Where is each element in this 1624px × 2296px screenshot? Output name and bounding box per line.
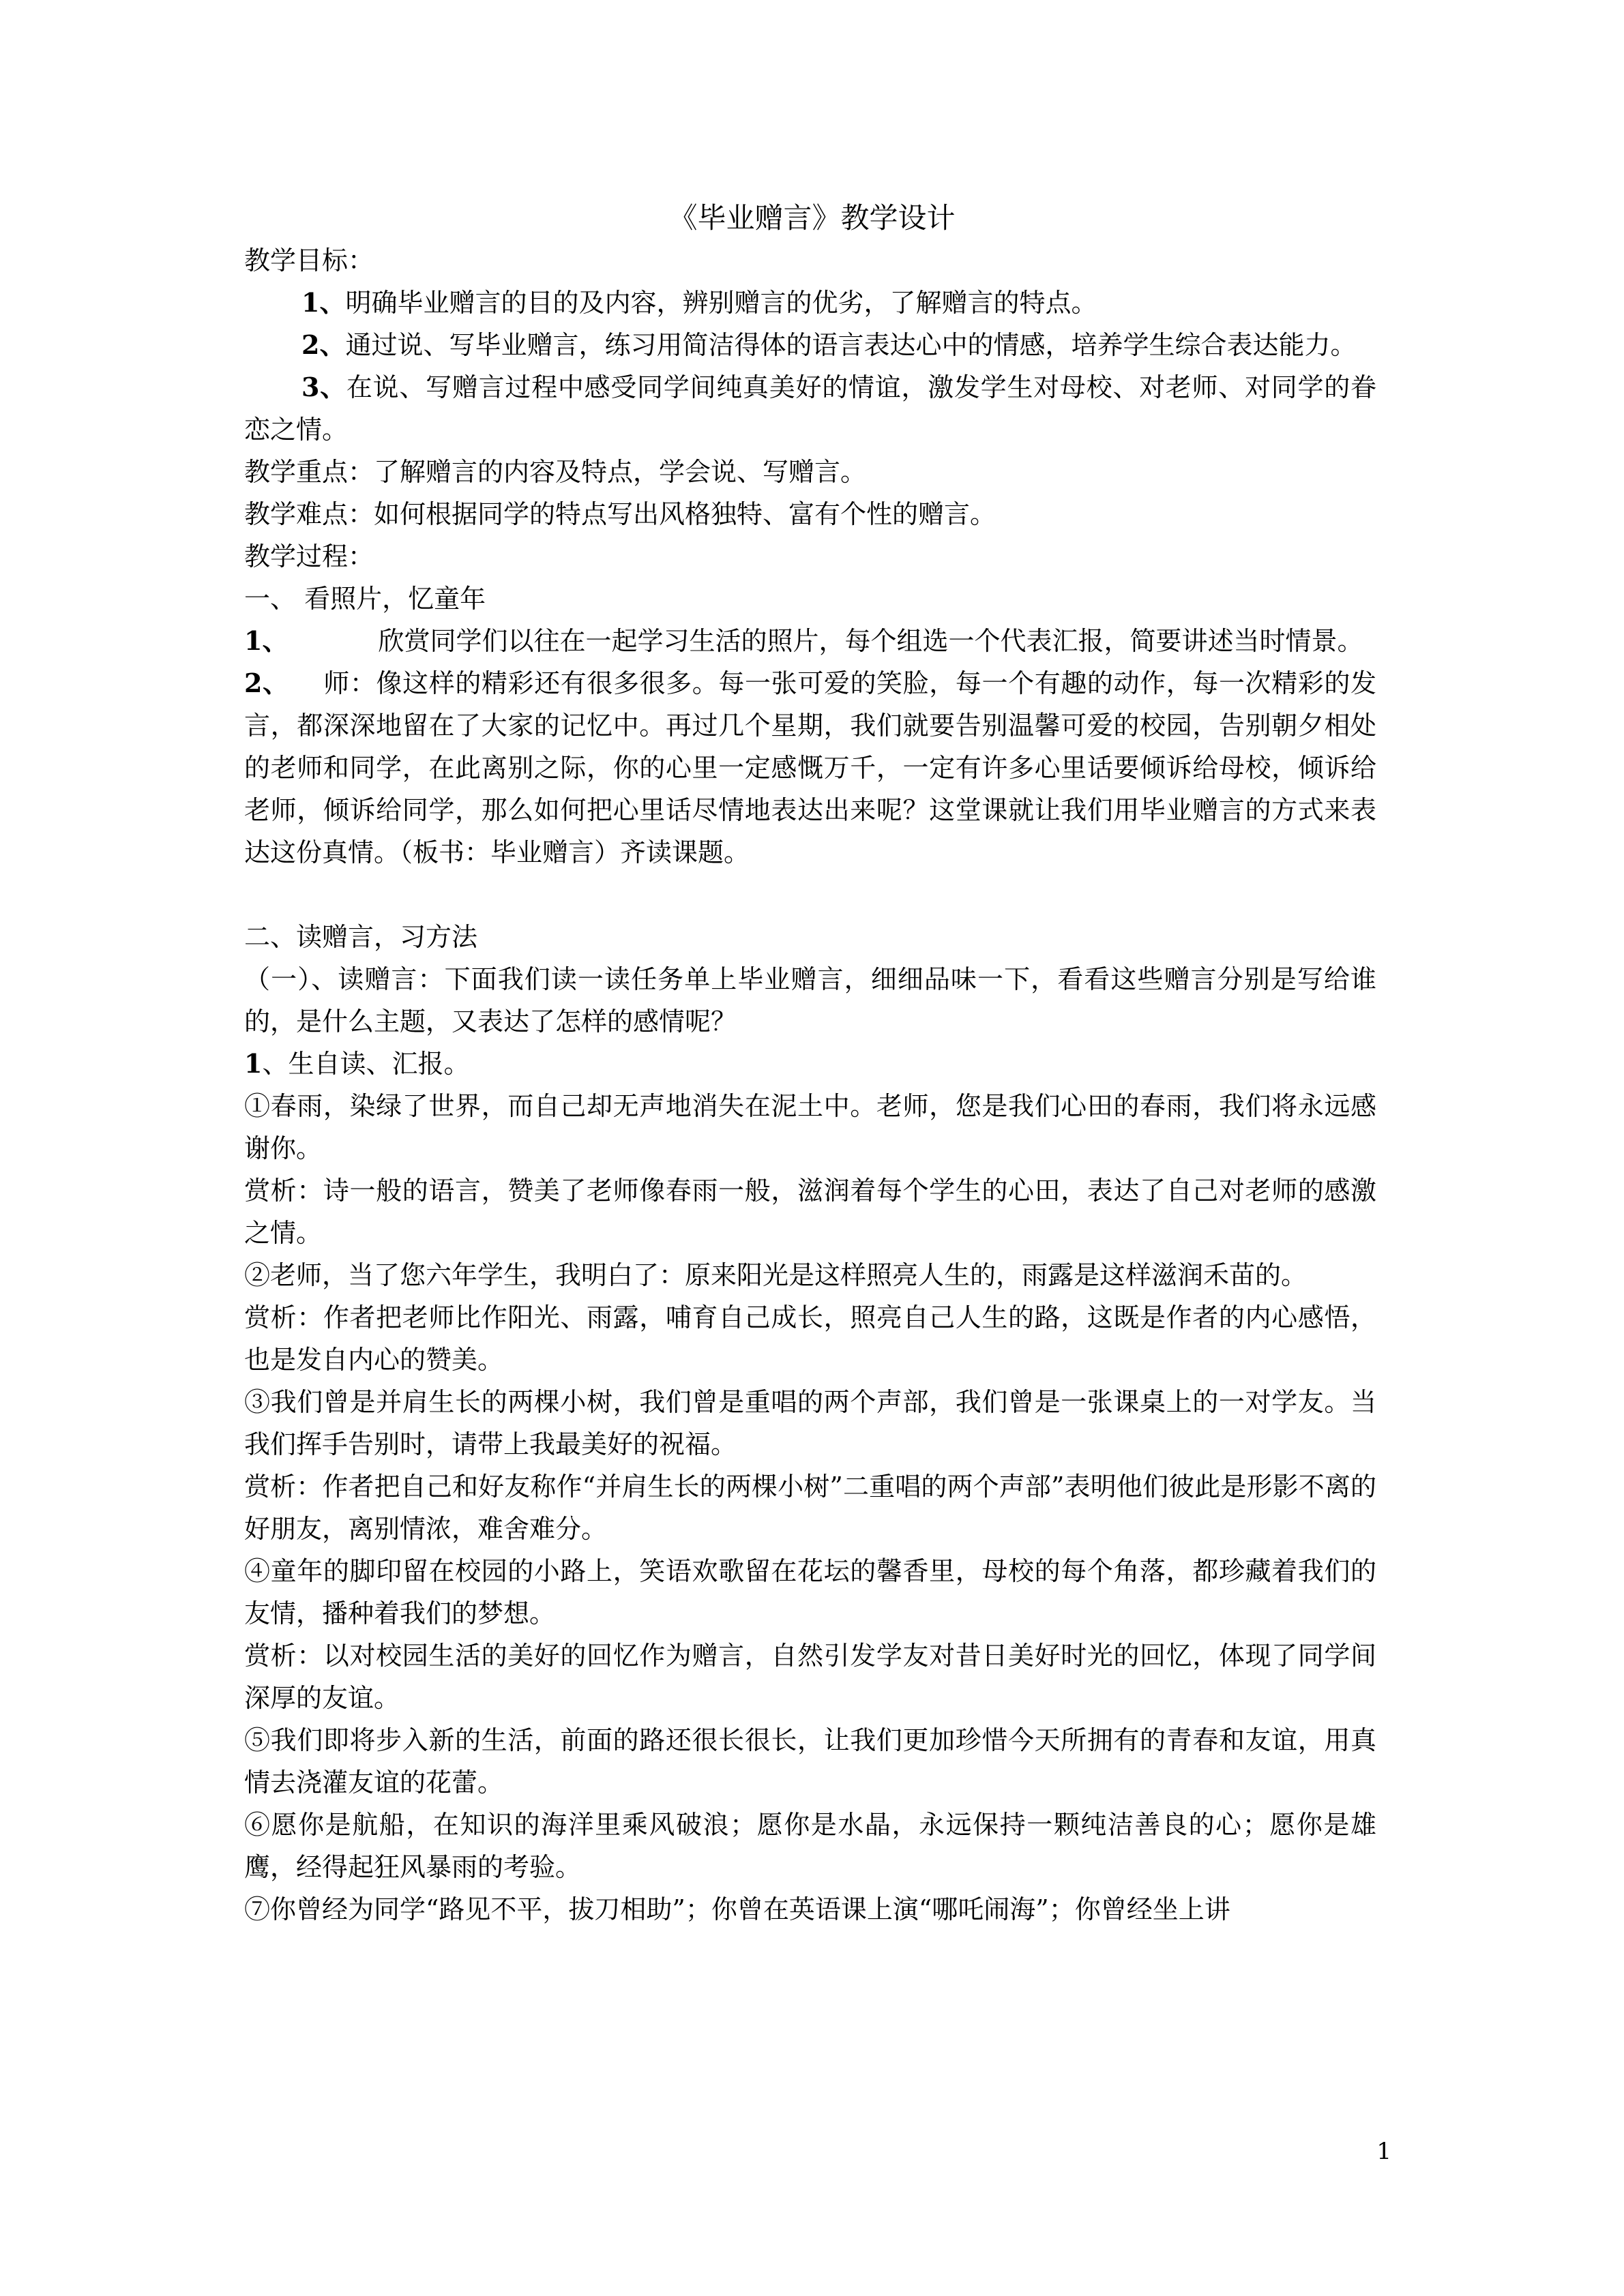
objective-text: 明确毕业赠言的目的及内容，辨别赠言的优劣，了解赠言的特点。 [345,288,1097,318]
list-item-number: 2、 [244,668,289,698]
message-item: ⑥愿你是航船，在知识的海洋里乘风破浪；愿你是水晶，永远保持一颗纯洁善良的心；愿你是雄鹰，经得起狂风暴雨的考验。 [244,1810,1376,1882]
message-item: ③我们曾是并肩生长的两棵小树，我们曾是重唱的两个声部，我们曾是一张课桌上的一对学友。当我们挥手告别时，请带上我最美好的祝福。 [244,1387,1376,1459]
list-item-text: 欣赏同学们以往在一起学习生活的照片，每个组选一个代表汇报，简要讲述当时情景。 [378,626,1363,656]
document-title: 《毕业赠言》教学设计 [668,201,956,235]
key-points: 教学重点：了解赠言的内容及特点，学会说、写赠言。 [244,457,867,487]
page-number: 1 [1376,2138,1391,2165]
objective-number: 1、 [301,287,346,318]
process-heading: 教学过程： [244,541,374,571]
objective-item [244,366,1376,451]
message-item: ④童年的脚印留在校园的小路上，笑语欢歌留在花坛的馨香里，母校的每个角落，都珍藏着我们的友情，播种着我们的梦想。 [244,1556,1376,1628]
message-item: ②老师，当了您六年学生，我明白了：原来阳光是这样照亮人生的，雨露是这样滋润禾苗的。 [244,1260,1308,1290]
list-item [244,662,1376,874]
objective-text: 在说、写赠言过程中感受同学间纯真美好的情谊，激发学生对母校、对老师、对同学的眷恋之情。 [244,372,1376,445]
objective-number: 3、 [301,372,346,402]
list-item [244,620,1376,662]
analysis-item: 赏析：诗一般的语言，赞美了老师像春雨一般，滋润着每个学生的心田，表达了自己对老师的感激之情。 [244,1176,1376,1248]
objectives-heading: 教学目标： [244,245,374,275]
objective-item [244,282,1376,324]
list-item-number: 1、 [244,625,289,656]
section-heading: 二、读赠言，习方法 [244,922,478,952]
message-item: ⑦你曾经为同学“路见不平，拔刀相助”；你曾在英语课上演“哪吒闹海”；你曾经坐上讲 [244,1894,1230,1924]
blank-line [244,874,1376,916]
step-number: 1 [244,1048,263,1079]
section-heading: 一、 看照片，忆童年 [244,584,486,614]
message-item: ①春雨，染绿了世界，而自己却无声地消失在泥土中。老师，您是我们心田的春雨，我们将永远感谢你。 [244,1091,1376,1163]
document-body [244,239,1376,1930]
objective-item [244,324,1376,366]
objective-text: 通过说、写毕业赠言，练习用简洁得体的语言表达心中的情感，培养学生综合表达能力。 [345,330,1357,360]
list-item-text: 师：像这样的精彩还有很多很多。每一张可爱的笑脸，每一个有趣的动作，每一次精彩的发言，都深深地留在了大家的记忆中。再过几个星期，我们就要告别温馨可爱的校园，告别朝夕相处的老师和同学，在此离别之际，你的心里一定感慨万千，一定有许多心里话要倾诉给母校，倾诉给老师，倾诉给同学，那么如何把心里话尽情地表达出来呢？这堂课就让我们用毕业赠言的方式来表达这份真情。（板书：毕业赠言）齐读课题。 [244,668,1376,867]
objective-number: 2、 [301,329,346,360]
analysis-item: 赏析：作者把老师比作阳光、雨露，哺育自己成长，照亮自己人生的路，这既是作者的内心感悟，也是发自内心的赞美。 [244,1302,1376,1375]
step-text: 、生自读、汇报。 [262,1049,470,1079]
analysis-item: 赏析：作者把自己和好友称作“并肩生长的两棵小树”二重唱的两个声部”表明他们彼此是形影不离的好朋友，离别情浓，难舍难分。 [244,1472,1376,1544]
analysis-item: 赏析：以对校园生活的美好的回忆作为赠言，自然引发学友对昔日美好时光的回忆，体现了同学间深厚的友谊。 [244,1641,1376,1713]
section-intro: （一）、读赠言：下面我们读一读任务单上毕业赠言，细细品味一下，看看这些赠言分别是写给谁的，是什么主题，又表达了怎样的感情呢？ [244,964,1376,1037]
step-item [244,1043,1376,1085]
difficulties: 教学难点：如何根据同学的特点写出风格独特、富有个性的赠言。 [244,499,996,529]
message-item: ⑤我们即将步入新的生活，前面的路还很长很长，让我们更加珍惜今天所拥有的青春和友谊，用真情去浇灌友谊的花蕾。 [244,1725,1376,1798]
